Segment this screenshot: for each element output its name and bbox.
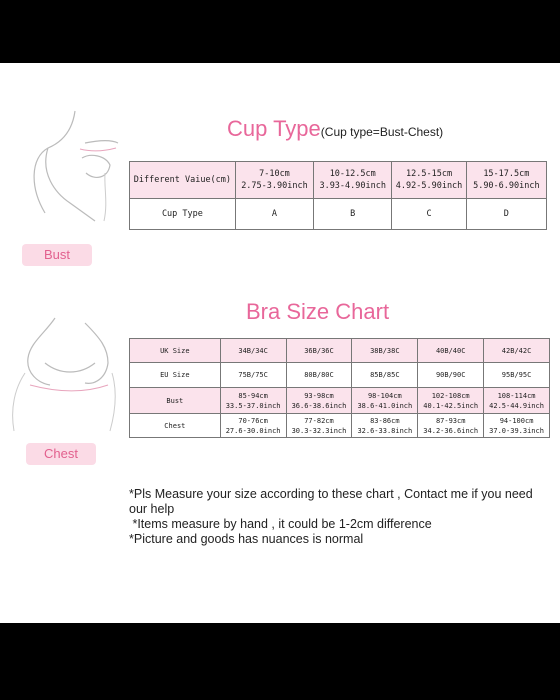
bra-size-table	[129, 338, 550, 438]
note-line: *Picture and goods has nuances is normal	[129, 532, 364, 546]
inch-range: 33.5-37.0inch	[225, 401, 281, 410]
cup-value-cell	[392, 162, 466, 199]
bra-size-chart-title	[246, 299, 389, 325]
inch-range: 5.90-6.90inch	[473, 181, 540, 191]
table-row	[130, 162, 547, 199]
cup-type-table	[129, 161, 547, 230]
cm-range: 93-98cm	[304, 391, 334, 400]
eu-size-cell: 85B/85C	[352, 363, 418, 388]
uk-size-cell: 34B/34C	[220, 339, 286, 363]
cm-range: 77-82cm	[304, 416, 334, 425]
table-row	[130, 199, 547, 230]
eu-size-cell: 90B/90C	[418, 363, 484, 388]
inch-range: 30.3-32.3inch	[291, 426, 347, 435]
inch-range: 2.75-3.90inch	[241, 181, 308, 191]
measurement-notes	[129, 487, 549, 547]
chest-cell	[484, 414, 550, 438]
inch-range: 27.6-30.0inch	[225, 426, 281, 435]
chest-cell	[352, 414, 418, 438]
inch-range: 36.6-38.6inch	[291, 401, 347, 410]
cup-type-title	[227, 116, 443, 142]
chest-measure-illustration	[0, 313, 130, 438]
uk-size-cell: 40B/40C	[418, 339, 484, 363]
uk-size-cell: 38B/38C	[352, 339, 418, 363]
row-label-chest: Chest	[130, 414, 221, 438]
table-row	[130, 339, 550, 363]
cm-range: 87-93cm	[435, 416, 466, 425]
size-chart-image	[0, 63, 560, 623]
eu-size-cell: 95B/95C	[484, 363, 550, 388]
bust-cell	[220, 388, 286, 414]
cm-range: 108-114cm	[497, 391, 536, 400]
cup-type-heading: Cup Type	[227, 116, 321, 141]
row-label-cup-type: Cup Type	[130, 199, 236, 230]
eu-size-cell: 75B/75C	[220, 363, 286, 388]
cup-letter: B	[314, 199, 392, 230]
cm-range: 7-10cm	[259, 169, 290, 179]
table-row	[130, 414, 550, 438]
cm-range: 94-100cm	[499, 416, 534, 425]
cup-value-cell	[314, 162, 392, 199]
inch-range: 32.6-33.8inch	[357, 426, 413, 435]
bust-cell	[418, 388, 484, 414]
inch-range: 34.2-36.6inch	[423, 426, 479, 435]
cup-letter: D	[466, 199, 546, 230]
inch-range: 38.6-41.0inch	[357, 401, 413, 410]
row-label-bust: Bust	[130, 388, 221, 414]
table-row	[130, 363, 550, 388]
table-row	[130, 388, 550, 414]
chest-label: Chest	[26, 443, 96, 465]
cup-value-cell	[235, 162, 313, 199]
inch-range: 3.93-4.90inch	[319, 181, 386, 191]
cm-range: 70-76cm	[238, 416, 268, 425]
bust-cell	[484, 388, 550, 414]
cm-range: 10-12.5cm	[329, 169, 376, 179]
note-line: *Pls Measure your size according to these chart , Contact me if you need our help	[129, 487, 533, 516]
inch-range: 40.1-42.5inch	[423, 401, 479, 410]
cm-range: 83-86cm	[370, 416, 400, 425]
inch-range: 4.92-5.90inch	[395, 181, 463, 191]
bra-size-heading: Bra Size Chart	[246, 299, 390, 324]
uk-size-cell: 36B/36C	[286, 339, 352, 363]
cup-type-subtitle: (Cup type=Bust-Chest)	[320, 125, 444, 139]
cup-letter: A	[235, 199, 313, 230]
chest-cell	[220, 414, 286, 438]
inch-range: 37.0-39.3inch	[489, 426, 544, 435]
inch-range: 42.5-44.9inch	[489, 401, 544, 410]
cup-letter: C	[392, 199, 466, 230]
bust-measure-illustration	[0, 103, 140, 243]
row-label-different-value: Different Vaiue(cm)	[130, 162, 236, 199]
cm-range: 12.5-15cm	[406, 169, 453, 179]
note-line: *Items measure by hand , it could be 1-2cm difference	[129, 517, 432, 531]
cm-range: 85-94cm	[238, 391, 268, 400]
row-label-uk-size: UK Size	[130, 339, 221, 363]
uk-size-cell: 42B/42C	[484, 339, 550, 363]
cup-value-cell	[466, 162, 546, 199]
cm-range: 15-17.5cm	[483, 169, 530, 179]
bust-cell	[352, 388, 418, 414]
bust-label: Bust	[22, 244, 92, 266]
eu-size-cell: 80B/80C	[286, 363, 352, 388]
chest-cell	[418, 414, 484, 438]
bust-cell	[286, 388, 352, 414]
chest-cell	[286, 414, 352, 438]
row-label-eu-size: EU Size	[130, 363, 221, 388]
cm-range: 102-108cm	[431, 391, 470, 400]
cm-range: 98-104cm	[367, 391, 402, 400]
